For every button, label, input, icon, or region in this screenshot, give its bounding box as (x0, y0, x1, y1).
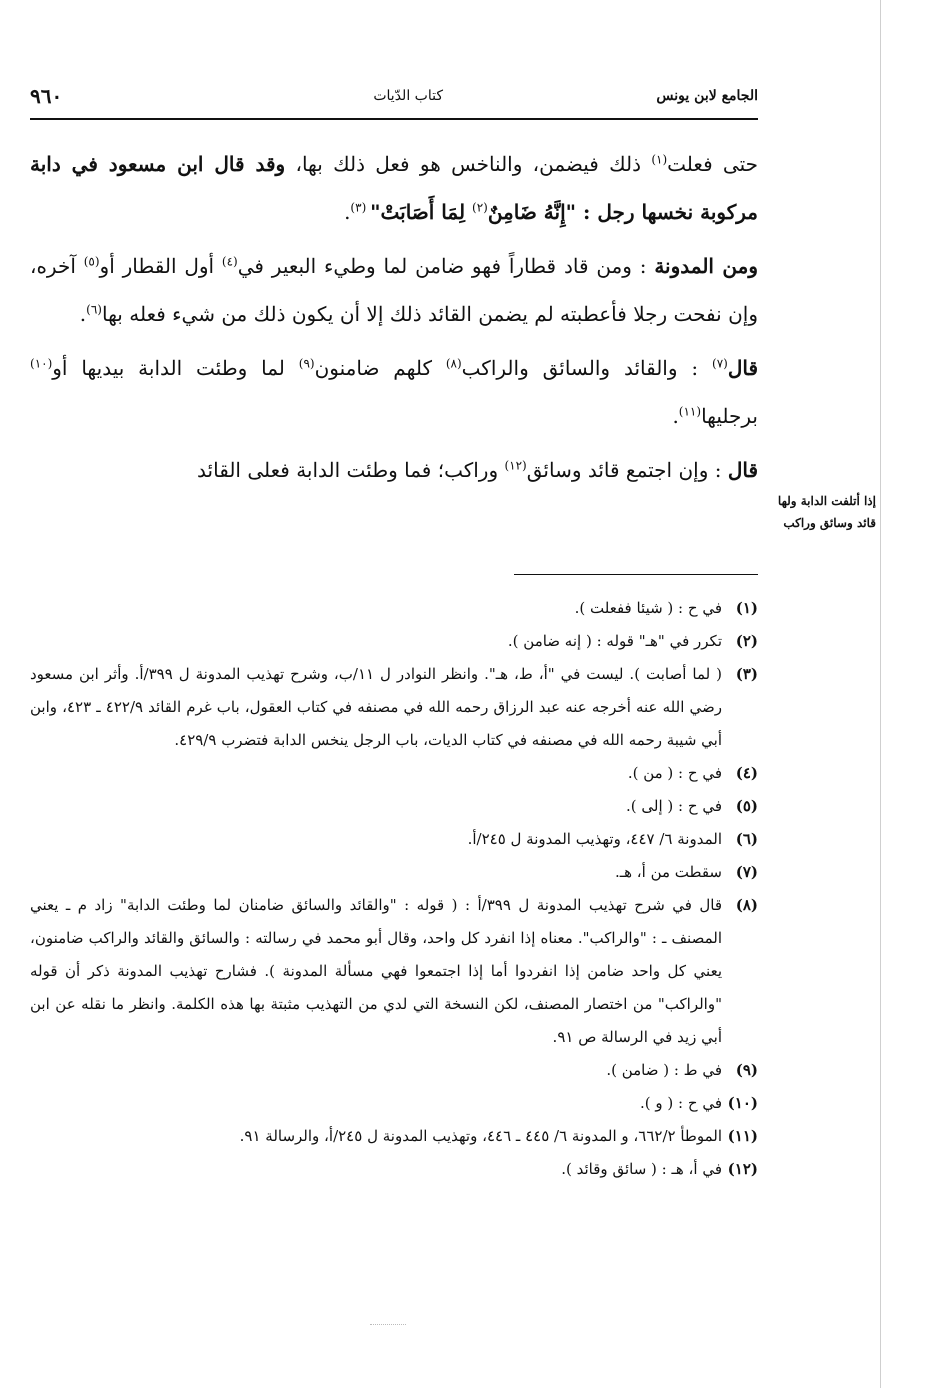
footnote-ref: (٢) (472, 200, 488, 215)
paragraph-3: قال$^{(٧)}$ : والقائد والسائق والراكب$^{(٨)}$ كلهم ضامنون$^{(٩)}$ لما وطئت الدابة بيديها أو$^{(١٠)}$ برجليها$^{(١١)}$. (30, 356, 759, 428)
footnote-ref: (٤) (221, 254, 238, 269)
footnote: (١١) الموطأ ٦٦٢/٢، و المدونة ٦/ ٤٤٥ ـ ٤٤٦، وتهذيب المدونة ل ٢٤٥/أ، والرسالة ٩١. (239, 1127, 758, 1145)
page-edge-line (880, 0, 881, 1388)
main-text (30, 140, 758, 500)
footnote: (١٠) في ح : ( و ). (640, 1094, 758, 1112)
section-label: قال (727, 458, 758, 482)
paragraph-1: حتى فعلت$^{(١)}$ ذلك فيضمن، والناخس هو فعل ذلك بها، وقد قال ابن مسعود في دابة مركوبة نخسها رجل : "إِنَّهُ ضَامِنٌ$^{(٢)}$ لِمَا أَصَابَتْ" $^{(٣)}$. (30, 152, 758, 224)
footnote-ref: (١١) (678, 404, 702, 419)
chapter-title: كتاب الدّيات (373, 88, 443, 104)
footnote: (٣) ( لما أصابت ). ليست في "أ، ط، هـ". وانظر النوادر ل ١١/ب، وشرح تهذيب المدونة ل ٣٩٩/أ. وأثر ابن مسعود رضي الله عنه أخرجه عنه عبد الرزاق رحمه الله في مصنفه في كتاب العقول، باب غرم القائد ٤٢٢/٩ ـ ٤٢٣، وابن أبي شيبة رحمه الله في مصنفه في كتاب الديات، باب الرجل ينخس الدابة فتضرب ٤٢٩/٩. (30, 665, 758, 749)
footnote: (١٢) في أ، هـ : ( سائق وقائد ). (561, 1160, 758, 1178)
paragraph-4: قال : وإن اجتمع قائد وسائق$^{(١٢)}$ وراكب؛ فما وطئت الدابة فعلى القائد (197, 458, 758, 482)
paragraph-2: ومن المدونة : ومن قاد قطاراً فهو ضامن لما وطيء البعير في$^{(٤)}$ أول القطار أو$^{(٥)}$ آخره، وإن نفحت رجلا فأعطبته لم يضمن القائد ذلك إلا أن يكون ذلك من شيء فعله بها$^{(٦)}$. (30, 254, 758, 326)
page-number: ٩٦٠ (30, 84, 63, 108)
footnote: (٢) تكرر في "هـ" قوله : ( إنه ضامن ). (507, 632, 758, 650)
footnote-ref: (١) (651, 152, 668, 167)
scan-mark (370, 1318, 406, 1325)
footnotes (30, 592, 758, 1186)
book-title: الجامع لابن يونس (656, 88, 758, 104)
footnote-ref: (١٢) (504, 458, 527, 473)
footnote: (٨) قال في شرح تهذيب المدونة ل ٣٩٩/أ : ( قوله : "والقائد والسائق ضامنان لما وطئت الدابة" زاد م ـ يعني المصنف ـ : "والراكب". معناه إذا انفرد كل واحد، وقال أبو محمد في رسالته : والسائق والقائد والراكب ضامنون، يعني كل واحد ضامن إذا انفردوا أما إذا اجتمعوا فهي مسألة المدونة ). فشارح تهذيب المدونة ذكر أن قوله "والراكب" من اختصار المصنف، لكن النسخة التي لدي من التهذيب مثبتة بها هذه الكلمة. وانظر ما نقله عن ابن أبي زيد في الرسالة ص ٩١. (30, 896, 758, 1046)
footnote-ref: (٥) (83, 254, 100, 269)
footnote-ref: (١٠) (30, 356, 53, 371)
footnote: (٦) المدونة ٦/ ٤٤٧، وتهذيب المدونة ل ٢٤٥/أ. (467, 830, 758, 848)
footnote: (٧) سقطت من أ، هـ. (614, 863, 758, 881)
section-label: ومن المدونة (654, 254, 758, 278)
footnote-separator (514, 574, 758, 575)
margin-note: إذا أتلفت الدابة ولها قائد وسائق وراكب (777, 494, 876, 530)
footnote: (٩) في ط : ( ضامن ). (606, 1061, 758, 1079)
header-rule (30, 118, 758, 120)
footnote-ref: (٩) (298, 356, 315, 371)
footnote-ref: (٨) (445, 356, 462, 371)
footnote: (١) في ح : ( شيئا ففعلت ). (574, 599, 758, 617)
section-label: قال (727, 356, 759, 380)
running-header (30, 86, 758, 114)
footnote: (٥) في ح : ( إلى ). (626, 797, 758, 815)
footnote-ref: (٣) (350, 200, 371, 215)
footnote-ref: (٦) (86, 302, 102, 317)
footnote: (٤) في ح : ( من ). (627, 764, 758, 782)
footnote-ref: (٧) (712, 356, 728, 371)
